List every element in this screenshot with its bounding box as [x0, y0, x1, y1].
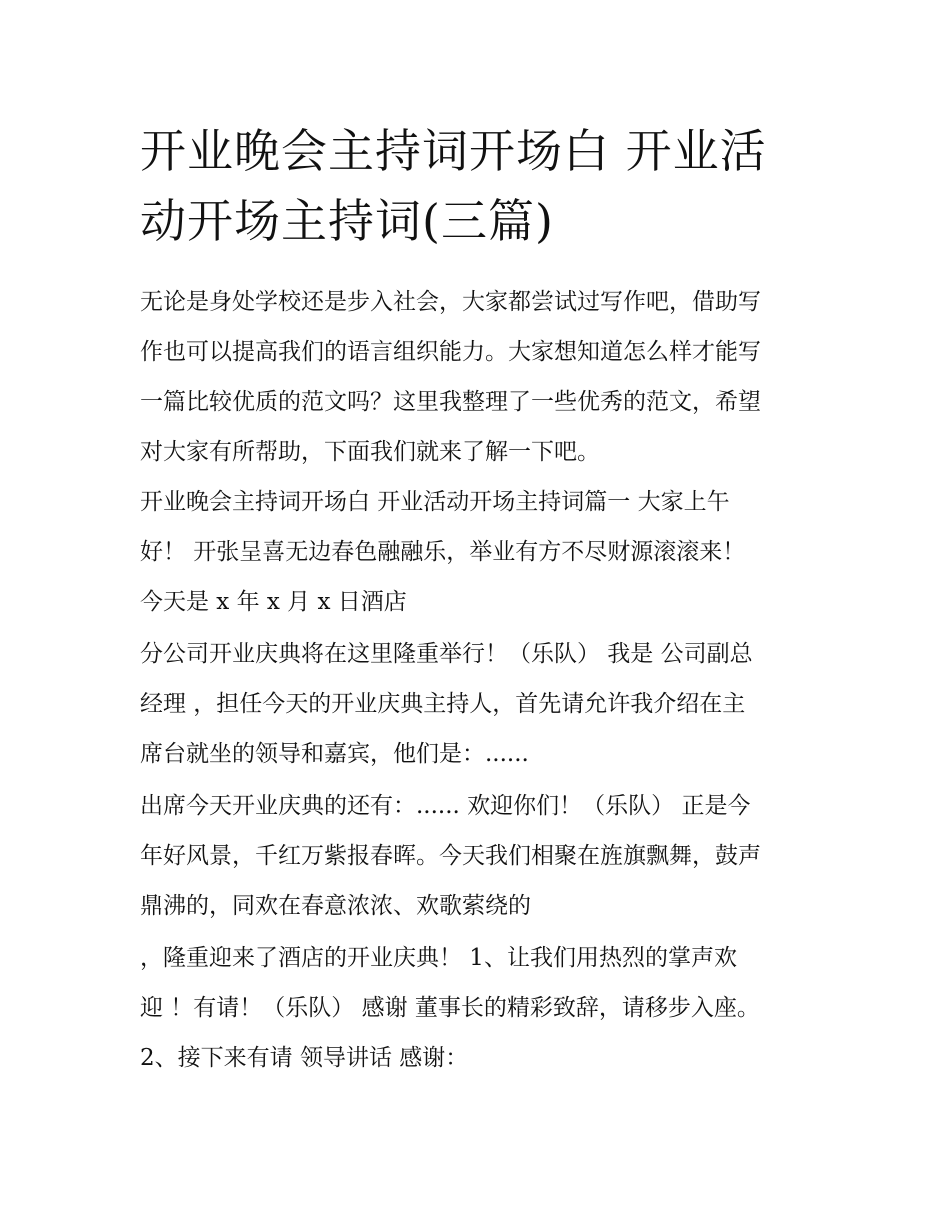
body-line: ，隆重迎来了酒店的开业庆典！ 1、让我们用热烈的掌声欢 [140, 945, 737, 971]
body-line: 鼎沸的，同欢在春意浓浓、欢歌萦绕的 [140, 893, 531, 919]
body-line: 经理 ，担任今天的开业庆典主持人，首先请允许我介绍在主 [140, 691, 746, 717]
body-line: 作也可以提高我们的语言组织能力。大家想知道怎么样才能写 [140, 339, 761, 365]
body-line: 2、接下来有请 领导讲话 感谢： [140, 1045, 469, 1071]
body-line: 好！ 开张呈喜无边春色融融乐，举业有方不尽财源滚滚来！ [140, 539, 746, 565]
body-line: 开业晚会主持词开场白 开业活动开场主持词篇一 大家上午 [140, 489, 730, 515]
document-title [140, 116, 840, 256]
body-line: 出席今天开业庆典的还有：...... 欢迎你们！（乐队） 正是今 [140, 793, 751, 819]
body-line: 分公司开业庆典将在这里隆重举行！（乐队） 我是 公司副总 [140, 641, 753, 667]
title-line-1: 开业晚会主持词开场白 开业活 [140, 124, 767, 178]
body-line: 席台就坐的领导和嘉宾，他们是：...... [140, 741, 529, 767]
body-line: 一篇比较优质的范文吗？这里我整理了一些优秀的范文，希望 [140, 389, 761, 415]
body-line: 对大家有所帮助，下面我们就来了解一下吧。 [140, 439, 600, 465]
body-line: 年好风景，千红万紫报春晖。今天我们相聚在旌旗飘舞，鼓声 [140, 843, 761, 869]
body-line: 今天是 x 年 x 月 x 日酒店 [140, 589, 407, 615]
body-line: 无论是身处学校还是步入社会，大家都尝试过写作吧，借助写 [140, 289, 761, 315]
title-line-2: 动开场主持词(三篇) [140, 194, 554, 248]
body-line: 迎 ！有请！（乐队） 感谢 董事长的精彩致辞，请移步入座。 [140, 995, 760, 1021]
